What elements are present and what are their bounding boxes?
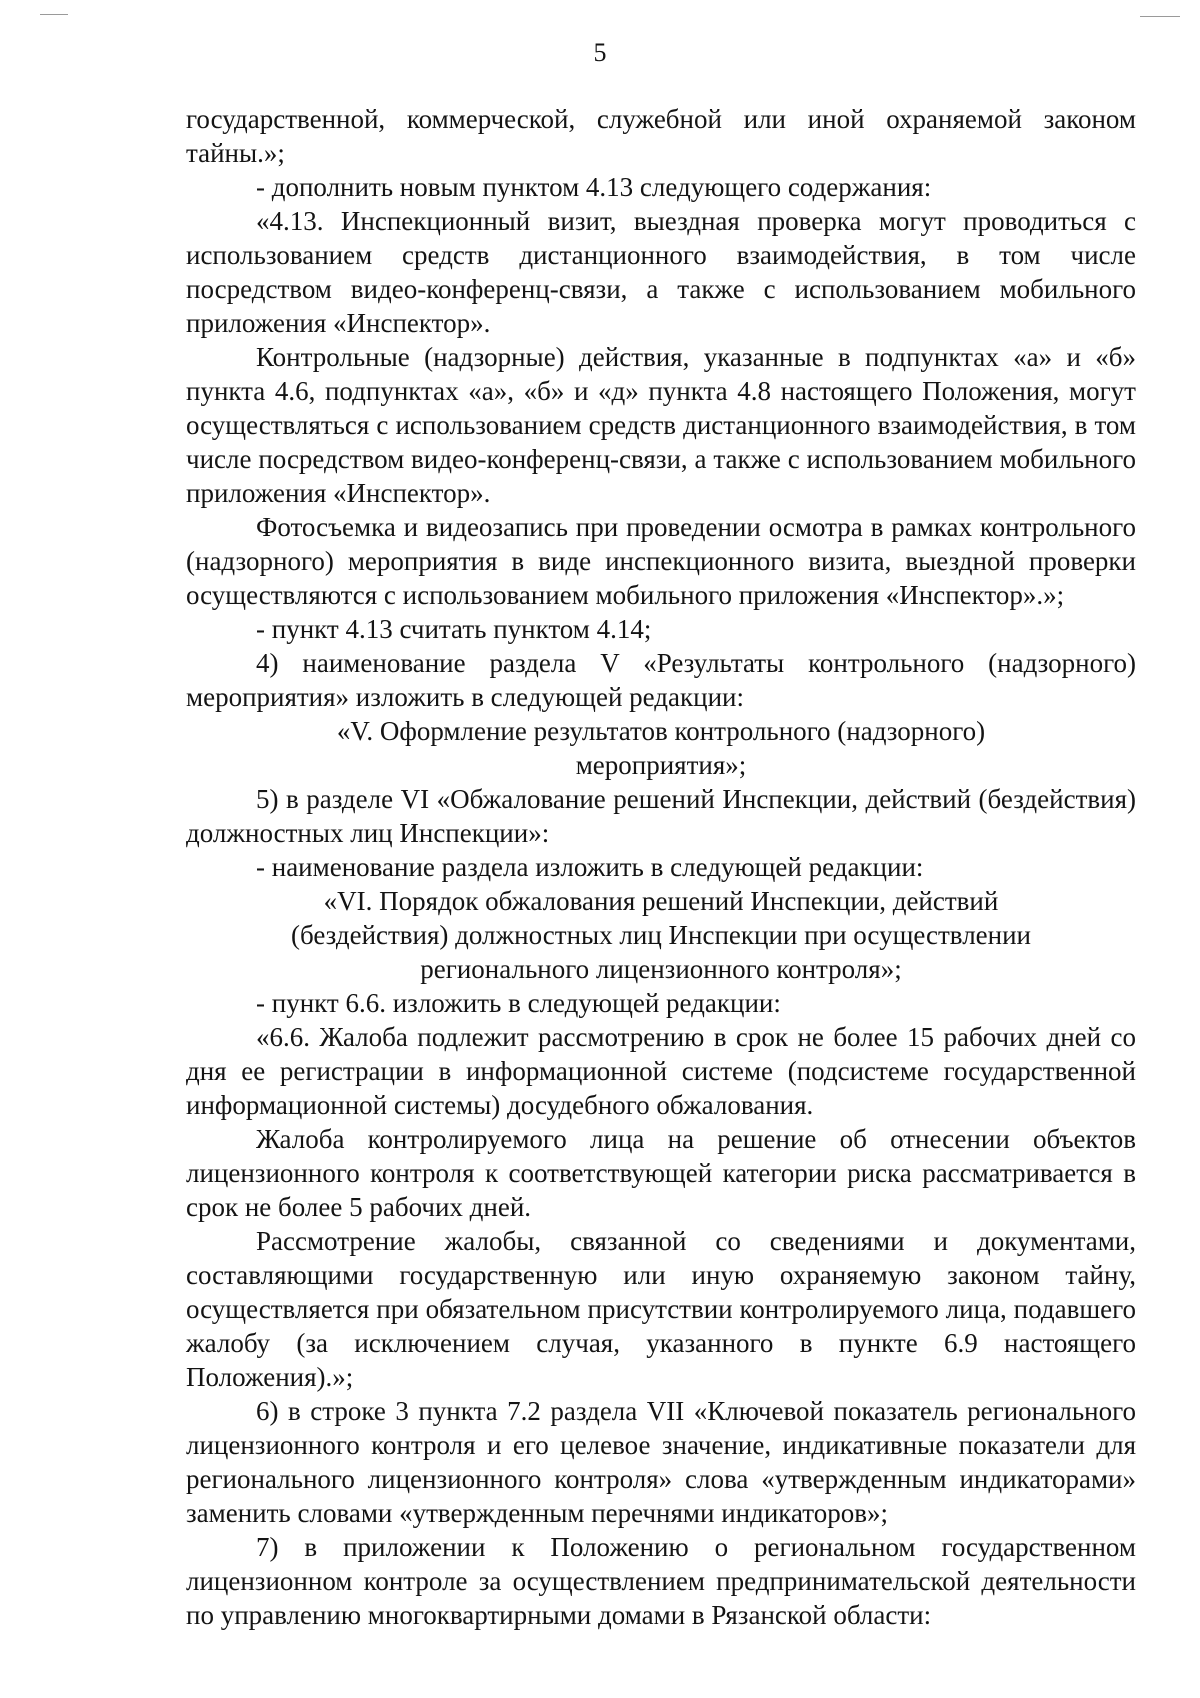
scan-artifact xyxy=(1140,16,1180,17)
paragraph: 5) в разделе VI «Обжалование решений Инспекции, действий (бездействия) должностных лиц Инспекции»: xyxy=(186,784,1136,848)
section-title-line: «VI. Порядок обжалования решений Инспекции, действий xyxy=(323,886,999,916)
paragraph: - дополнить новым пунктом 4.13 следующего содержания: xyxy=(256,172,932,202)
paragraph: 6) в строке 3 пункта 7.2 раздела VII «Ключевой показатель регионального лицензионного контроля и его целевое значение, индикативные показатели для регионального лицензионного контроля» слова «утвержденным индикаторами» заменить словами «утвержденным перечнями индикаторов»; xyxy=(186,1396,1136,1528)
paragraph: Рассмотрение жалобы, связанной со сведениями и документами, составляющими государственную или иную охраняемую законом тайну, осуществляется при обязательном присутствии контролируемого лица, подавшего жалобу (за исключением случая, указанного в пункте 6.9 настоящего Положения).»; xyxy=(186,1226,1136,1392)
paragraph: - наименование раздела изложить в следующей редакции: xyxy=(256,852,924,882)
paragraph: Контрольные (надзорные) действия, указанные в подпунктах «а» и «б» пункта 4.6, подпунктах «а», «б» и «д» пункта 4.8 настоящего Положения, могут осуществляться с использованием средств дистанционного взаимодействия, в том числе посредством видео-конференц-связи, а также с использованием мобильного приложения «Инспектор». xyxy=(186,342,1136,508)
scan-artifact xyxy=(40,14,68,15)
paragraph: Фотосъемка и видеозапись при проведении осмотра в рамках контрольного (надзорного) мероприятия в виде инспекционного визита, выездной проверки осуществляются с использованием мобильного приложения «Инспектор».»; xyxy=(186,512,1136,610)
paragraph: «6.6. Жалоба подлежит рассмотрению в срок не более 15 рабочих дней со дня ее регистрации в информационной системе (подсистеме государственной информационной системы) досудебного обжалования. xyxy=(186,1022,1136,1120)
paragraph: «4.13. Инспекционный визит, выездная проверка могут проводиться с использованием средств дистанционного взаимодействия, в том числе посредством видео-конференц-связи, а также с использованием мобильного приложения «Инспектор». xyxy=(186,206,1136,338)
paragraph: - пункт 6.6. изложить в следующей редакции: xyxy=(256,988,781,1018)
section-title-line: мероприятия»; xyxy=(575,750,747,780)
paragraph: 4) наименование раздела V «Результаты контрольного (надзорного) мероприятия» изложить в следующей редакции: xyxy=(186,648,1136,712)
paragraph: государственной, коммерческой, служебной или иной охраняемой законом тайны.»; xyxy=(186,104,1136,168)
page-number: 5 xyxy=(593,38,607,67)
paragraph: 7) в приложении к Положению о региональном государственном лицензионном контроле за осуществлением предпринимательской деятельности по управлению многоквартирными домами в Рязанской области: xyxy=(186,1532,1136,1630)
document-body xyxy=(186,102,1136,1632)
paragraph: Жалоба контролируемого лица на решение об отнесении объектов лицензионного контроля к соответствующей категории риска рассматривается в срок не более 5 рабочих дней. xyxy=(186,1124,1136,1222)
section-title-line: регионального лицензионного контроля»; xyxy=(420,954,902,984)
paragraph: - пункт 4.13 считать пунктом 4.14; xyxy=(256,614,652,644)
section-title-line: «V. Оформление результатов контрольного (надзорного) xyxy=(336,716,986,746)
section-title-line: (бездействия) должностных лиц Инспекции при осуществлении xyxy=(290,920,1031,950)
